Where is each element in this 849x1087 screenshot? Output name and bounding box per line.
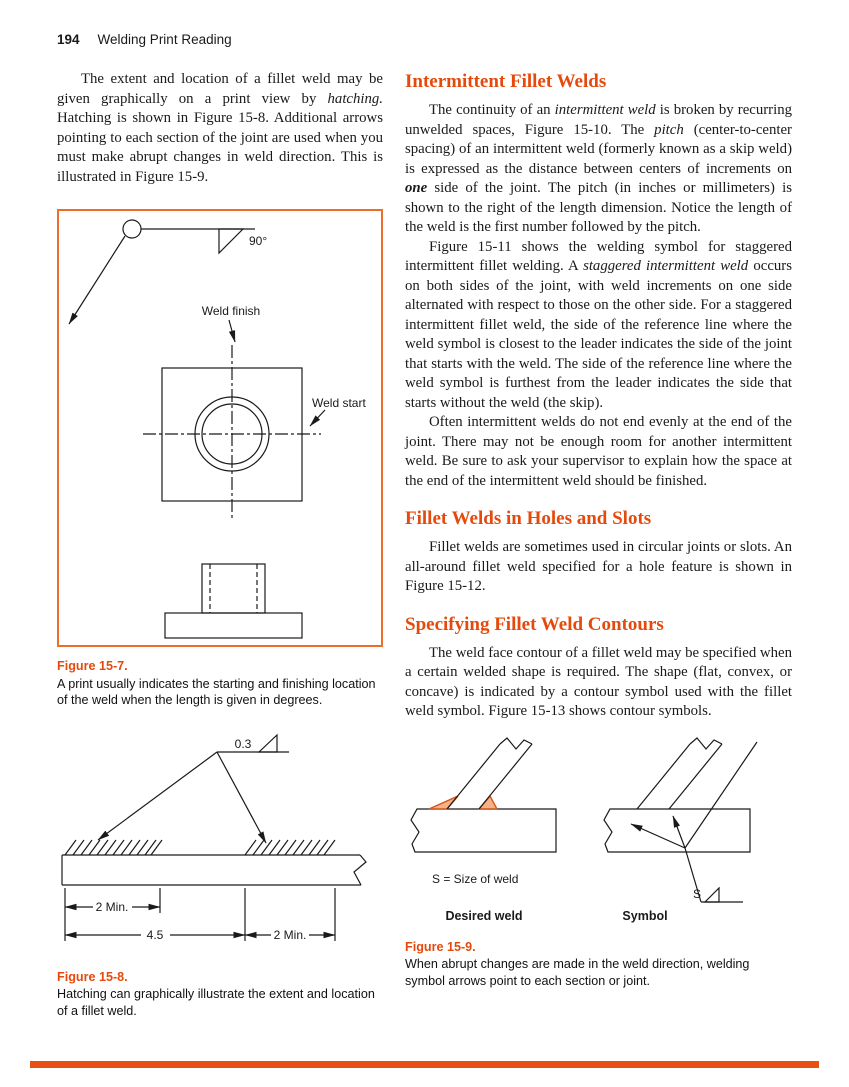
paragraph-intro: The extent and location of a fillet weld may be given graphically on a print view by hatching. Hatching is shown in Figure 15-8. Additional arrows pointing to each section of the joint are used when you must make abrupt changes in weld direction. This is illustrated in Figure 15-9. — [57, 71, 383, 185]
figure-15-9-caption-text: When abrupt changes are made in the weld direction, welding symbol arrows point to each section or joint. — [405, 957, 750, 988]
page-header — [57, 32, 232, 47]
weld-start-label: Weld start — [312, 396, 366, 410]
desired-weld-label: Desired weld — [445, 908, 523, 923]
figure-15-9-drawing — [405, 736, 790, 928]
leader-arrow — [69, 236, 125, 324]
break-line — [354, 855, 366, 885]
figure-15-9-caption — [405, 939, 757, 990]
paragraph-contours: The weld face contour of a fillet weld may be specified when a certain welded shape is required. The shape (flat, convex, or concave) is indicated by a contour symbol used with the fillet weld symbol. Figure 15-13 shows contour symbols. — [405, 644, 792, 719]
figure-15-8-label: Figure 15-8. — [57, 969, 128, 984]
weld-fillet-left — [429, 796, 458, 809]
desired-weld-drawing — [411, 738, 556, 852]
weld-finish-arrow — [229, 320, 235, 342]
bar-with-hatching — [62, 840, 366, 885]
break-line — [500, 738, 532, 749]
plan-view-drawing — [69, 220, 325, 521]
fillet-weld-symbol — [259, 735, 277, 752]
weld-finish-label: Weld finish — [201, 304, 261, 318]
welding-symbol — [98, 735, 289, 843]
left-column — [57, 70, 383, 1019]
section-heading-intermittent: Intermittent Fillet Welds — [405, 71, 607, 92]
paragraph-intermittent-3: Often intermittent welds do not end evenly at the end of the joint. There may not be enough room for another intermittent weld. Be sure to ask your supervisor to explain how the space at the end of the intermittent weld should be finished. — [405, 414, 792, 489]
paragraph-intermittent-2: Figure 15-11 shows the welding symbol for staggered intermittent fillet welding. A staggered intermittent weld occurs on both sides of the joint, with weld increments on one side alternated with respect to those on the other side. For a staggered intermittent fillet weld, the side of the reference line where the weld symbol is closest to the leader indicates the side of the joint that starts with the weld. The side of the reference line where the weld symbol is furthest from the leader indicates the side that starts without the weld (the skip). — [405, 238, 792, 411]
section-heading-holes-slots: Fillet Welds in Holes and Slots — [405, 508, 652, 529]
hatching-right — [245, 840, 335, 855]
running-title: Welding Print Reading — [97, 32, 232, 47]
weld-size-label: 0.3 — [234, 736, 252, 751]
figure-15-8-caption — [57, 969, 383, 1020]
figure-15-8-caption-text: Hatching can graphically illustrate the extent and location of a fillet weld. — [57, 987, 375, 1018]
angle-label: 90° — [249, 234, 268, 248]
paragraph-intermittent-1: The continuity of an intermittent weld is broken by recurring unwelded spaces, Figure 15-10. The pitch (center-to-center spacing) of an intermittent weld (formerly known as a skip weld) is expressed as the distance between centers of increments on one side of the joint. The pitch (in inches or millimeters) is shown to the right of the length dimension. Notice the length of the weld is the first number followed by the pitch. — [405, 102, 792, 235]
weld-start-arrow — [310, 410, 325, 426]
figure-15-7-label: Figure 15-7. — [57, 659, 128, 673]
right-column — [405, 70, 792, 989]
section-heading-contours: Specifying Fillet Weld Contours — [405, 613, 664, 635]
figure-15-9-wrapper — [405, 736, 792, 933]
figure-15-7-caption-text: A print usually indicates the starting and finishing location of the weld when the length is given in degrees. — [57, 676, 376, 707]
symbol-label: Symbol — [622, 908, 668, 923]
figure-15-7-drawing — [59, 211, 381, 645]
fillet-weld-symbol — [705, 888, 719, 902]
fillet-weld-symbol — [219, 229, 243, 253]
size-note-label: S = Size of weld — [432, 871, 519, 886]
front-view-drawing — [165, 564, 302, 638]
pitch-label: 4.5 — [146, 927, 164, 942]
footer-accent-bar — [30, 1061, 819, 1068]
page-number: 194 — [57, 32, 80, 47]
figure-15-9-label: Figure 15-9. — [405, 939, 476, 954]
symbol-drawing — [604, 738, 757, 902]
figure-15-7-caption — [57, 658, 383, 709]
hatching-left — [65, 840, 162, 855]
break-line — [690, 738, 722, 749]
min-length-right-label: 2 Min. — [273, 927, 307, 942]
min-length-left-label: 2 Min. — [95, 899, 129, 914]
paragraph-holes-slots: Fillet welds are sometimes used in circular joints or slots. An all-around fillet weld specified for a hole feature is shown in Figure 15-12. — [405, 539, 792, 594]
figure-15-8-drawing — [57, 725, 383, 957]
s-label: S — [692, 886, 701, 901]
figure-15-8-wrapper — [57, 725, 383, 962]
figure-15-7-box — [57, 209, 383, 647]
